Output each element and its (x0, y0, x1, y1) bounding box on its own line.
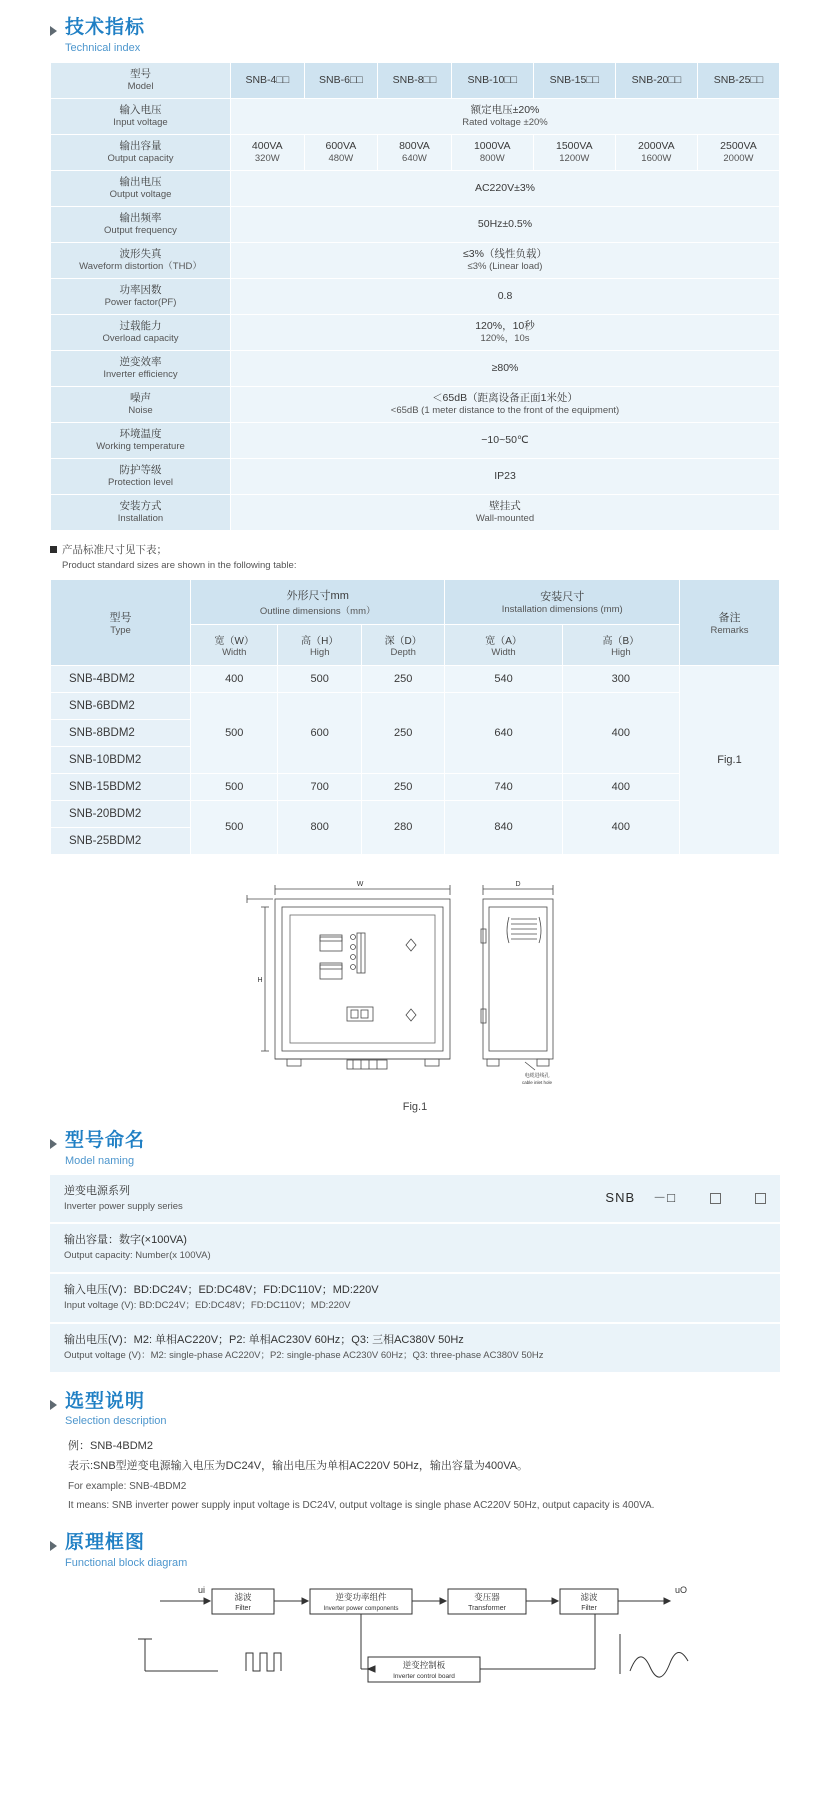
row-label: 输入电压 Input voltage (51, 98, 231, 134)
section-header-selection (50, 1392, 780, 1428)
table-row (51, 692, 780, 719)
row-value: 0.8 (231, 278, 780, 314)
col-subheader-b-high: 高（B） High (562, 624, 679, 665)
table-row-model (51, 62, 780, 98)
section-title-cn: 技术指标 (65, 17, 146, 38)
col-subheader-depth: 深（D） Depth (361, 624, 444, 665)
selection-line-3: For example: SNB-4BDM2 (68, 1481, 187, 1493)
naming-row-cn: 逆变电源系列 (64, 1184, 130, 1197)
cell-type: SNB-10BDM2 (51, 746, 191, 773)
cabinet-drawing-svg (235, 877, 595, 1092)
col-subheader-width: 宽（W） Width (191, 624, 278, 665)
cable-inlet-label-en: cable inlet hole (521, 1079, 553, 1085)
row-label: 环境温度 Working temperature (51, 422, 231, 458)
figure-caption: Fig.1 (402, 1100, 428, 1113)
table-header-row (51, 579, 780, 624)
row-value: 1500VA 1200W (533, 134, 615, 170)
cell-high: 700 (278, 773, 361, 800)
row-label: 输出频率 Output frequency (51, 206, 231, 242)
table-row-overload (51, 314, 780, 350)
naming-row-en: Input voltage (V): BD:DC24V；ED:DC48V；FD:DC110V；MD:220V (64, 1300, 351, 1312)
model-cell: SNB-8□□ (378, 62, 452, 98)
naming-dash-box: －□ (653, 1190, 676, 1206)
row-label: 噪声 Noise (51, 386, 231, 422)
row-label: 逆变效率 Inverter efficiency (51, 350, 231, 386)
table-row (51, 800, 780, 827)
selection-line-1: 例：SNB-4BDM2 (68, 1439, 153, 1452)
block-label-cn: 逆变功率组件 (335, 1592, 387, 1603)
row-label: 输出容量 Output capacity (51, 134, 231, 170)
dim-label-d: D (515, 880, 521, 888)
section-title-en: Model naming (65, 1154, 135, 1167)
block-label-en: Inverter control board (393, 1673, 455, 1681)
cable-inlet-label-cn: 电缆进线孔 (524, 1072, 550, 1079)
naming-boxes (653, 1189, 766, 1208)
cell-type: SNB-25BDM2 (51, 827, 191, 854)
row-label: 输出电压 Output voltage (51, 170, 231, 206)
technical-spec-table (50, 62, 780, 531)
table-row-output-capacity (51, 134, 780, 170)
cell-b-high: 400 (562, 773, 679, 800)
row-value: 400VA 320W (231, 134, 305, 170)
row-value: ≥80% (231, 350, 780, 386)
naming-row-series (50, 1175, 780, 1225)
section-title-en: Technical index (65, 41, 141, 54)
functional-block-diagram (50, 1579, 780, 1694)
block-label-cn: 变压器 (474, 1592, 500, 1603)
table-row-power-factor (51, 278, 780, 314)
triangle-icon (50, 1541, 57, 1551)
output-label: uO (675, 1585, 688, 1596)
triangle-icon (50, 1400, 57, 1410)
row-value: 600VA 480W (304, 134, 378, 170)
row-value: 800VA 640W (378, 134, 452, 170)
cell-a-width: 540 (445, 665, 562, 692)
row-value: 额定电压±20% Rated voltage ±20% (231, 98, 780, 134)
col-subheader-high: 高（H） High (278, 624, 361, 665)
cabinet-drawing (50, 877, 780, 1113)
row-label: 波形失真 Waveform distortion（THD） (51, 242, 231, 278)
naming-row-capacity (50, 1224, 780, 1274)
cell-b-high: 400 (562, 692, 679, 773)
model-cell: SNB-20□□ (615, 62, 697, 98)
row-value: ＜65dB（距离设备正面1米处） <65dB (1 meter distance to the front of the equipment) (231, 386, 780, 422)
note-en: Product standard sizes are shown in the following table: (62, 559, 297, 571)
naming-box-icon (710, 1193, 721, 1204)
selection-body (50, 1436, 780, 1516)
cell-high: 600 (278, 692, 361, 773)
cell-depth: 250 (361, 773, 444, 800)
cell-width: 500 (191, 773, 278, 800)
model-cell: SNB-15□□ (533, 62, 615, 98)
selection-line-4: It means: SNB inverter power supply input voltage is DC24V, output voltage is single phase AC220V 50Hz, output capacity is 400VA. (68, 1500, 655, 1512)
table-row-installation (51, 494, 780, 530)
section-header-technical (50, 18, 780, 54)
table-row-noise (51, 386, 780, 422)
table-row-output-frequency (51, 206, 780, 242)
block-label-en: Filter (235, 1605, 251, 1613)
naming-box-icon (755, 1193, 766, 1204)
standard-size-table (50, 579, 780, 855)
cell-type: SNB-15BDM2 (51, 773, 191, 800)
block-label-en: Filter (581, 1605, 597, 1613)
row-value: IP23 (231, 458, 780, 494)
naming-row-cn: 输出容量：数字(×100VA) (64, 1234, 187, 1247)
col-header-type: 型号 Type (51, 579, 191, 665)
cell-high: 800 (278, 800, 361, 854)
section-title-en: Selection description (65, 1415, 167, 1428)
dim-label-w: W (356, 880, 364, 888)
triangle-icon (50, 1139, 57, 1149)
cell-depth: 250 (361, 665, 444, 692)
cell-remarks: Fig.1 (680, 665, 780, 854)
cell-a-width: 740 (445, 773, 562, 800)
col-header-remarks: 备注 Remarks (680, 579, 780, 665)
block-label-cn: 滤波 (234, 1592, 252, 1603)
row-value: 120%，10秒 120%，10s (231, 314, 780, 350)
section-header-block (50, 1533, 780, 1569)
row-label (51, 62, 231, 98)
cell-a-width: 840 (445, 800, 562, 854)
row-value: 2000VA 1600W (615, 134, 697, 170)
naming-row-output-voltage (50, 1324, 780, 1374)
model-cell: SNB-25□□ (697, 62, 779, 98)
bullet-square-icon (50, 546, 57, 553)
table-row (51, 773, 780, 800)
cell-type: SNB-20BDM2 (51, 800, 191, 827)
naming-row-input-voltage (50, 1274, 780, 1324)
model-cell: SNB-6□□ (304, 62, 378, 98)
triangle-icon (50, 26, 57, 36)
cell-b-high: 400 (562, 800, 679, 854)
row-value: 1000VA 800W (451, 134, 533, 170)
row-value: AC220V±3% (231, 170, 780, 206)
section-title-en: Functional block diagram (65, 1557, 188, 1570)
col-subheader-a-width: 宽（A） Width (445, 624, 562, 665)
col-header-install: 安装尺寸 Installation dimensions (mm) (445, 579, 680, 624)
block-label-en: Inverter power components (323, 1605, 399, 1613)
cell-width: 500 (191, 692, 278, 773)
section-title-cn: 原理框图 (65, 1532, 146, 1554)
cell-type: SNB-6BDM2 (51, 692, 191, 719)
model-cell: SNB-10□□ (451, 62, 533, 98)
row-value: 2500VA 2000W (697, 134, 779, 170)
block-diagram-svg (50, 1579, 780, 1689)
cell-high: 500 (278, 665, 361, 692)
cell-b-high: 300 (562, 665, 679, 692)
row-value: 壁挂式 Wall-mounted (231, 494, 780, 530)
selection-line-2: 表示:SNB型逆变电源输入电压为DC24V，输出电压为单相AC220V 50Hz，输出容量为400VA。 (68, 1460, 529, 1473)
standard-size-note (50, 543, 780, 573)
row-label: 过载能力 Overload capacity (51, 314, 231, 350)
section-header-naming (50, 1131, 780, 1167)
table-row-input-voltage (51, 98, 780, 134)
naming-row-en: Inverter power supply series (64, 1200, 183, 1212)
cell-depth: 250 (361, 692, 444, 773)
cell-a-width: 640 (445, 692, 562, 773)
table-row-output-voltage (51, 170, 780, 206)
row-label-cn: 型号 (130, 67, 151, 80)
cell-type: SNB-4BDM2 (51, 665, 191, 692)
row-label: 功率因数 Power factor(PF) (51, 278, 231, 314)
section-title-cn: 型号命名 (65, 1129, 146, 1151)
block-label-cn: 逆变控制板 (402, 1660, 446, 1671)
model-cell: SNB-4□□ (231, 62, 305, 98)
table-row (51, 665, 780, 692)
naming-row-cn: 输入电压(V)：BD:DC24V；ED:DC48V；FD:DC110V；MD:220V (64, 1284, 379, 1297)
cell-width: 500 (191, 800, 278, 854)
naming-row-en: Output voltage (V)：M2: single-phase AC220V；P2: single-phase AC230V 60Hz；Q3: three-phase AC380V 50Hz (64, 1349, 544, 1361)
model-naming-block (50, 1175, 780, 1374)
row-value: ≤3%（线性负载） ≤3% (Linear load) (231, 242, 780, 278)
row-label-en: Model (127, 81, 154, 93)
row-label: 安装方式 Installation (51, 494, 231, 530)
table-row-efficiency (51, 350, 780, 386)
cell-type: SNB-8BDM2 (51, 719, 191, 746)
cell-depth: 280 (361, 800, 444, 854)
row-value: 50Hz±0.5% (231, 206, 780, 242)
block-label-cn: 滤波 (580, 1592, 598, 1603)
table-row-temperature (51, 422, 780, 458)
dim-label-h: H (257, 976, 263, 984)
col-header-outline: 外形尺寸mm Outline dimensions（mm） (191, 579, 445, 624)
naming-row-cn: 输出电压(V)：M2: 单相AC220V；P2: 单相AC230V 60Hz；Q3: 三相AC380V 50Hz (64, 1333, 464, 1346)
block-label-en: Transformer (468, 1605, 506, 1613)
table-row-thd (51, 242, 780, 278)
table-row-protection (51, 458, 780, 494)
cell-width: 400 (191, 665, 278, 692)
note-cn: 产品标准尺寸见下表； (62, 543, 167, 556)
naming-row-en: Output capacity: Number(x 100VA) (64, 1250, 211, 1262)
row-value: −10~50℃ (231, 422, 780, 458)
section-title-cn: 选型说明 (65, 1390, 146, 1412)
naming-code: SNB (605, 1190, 636, 1206)
input-label: ui (197, 1585, 205, 1596)
row-label: 防护等级 Protection level (51, 458, 231, 494)
